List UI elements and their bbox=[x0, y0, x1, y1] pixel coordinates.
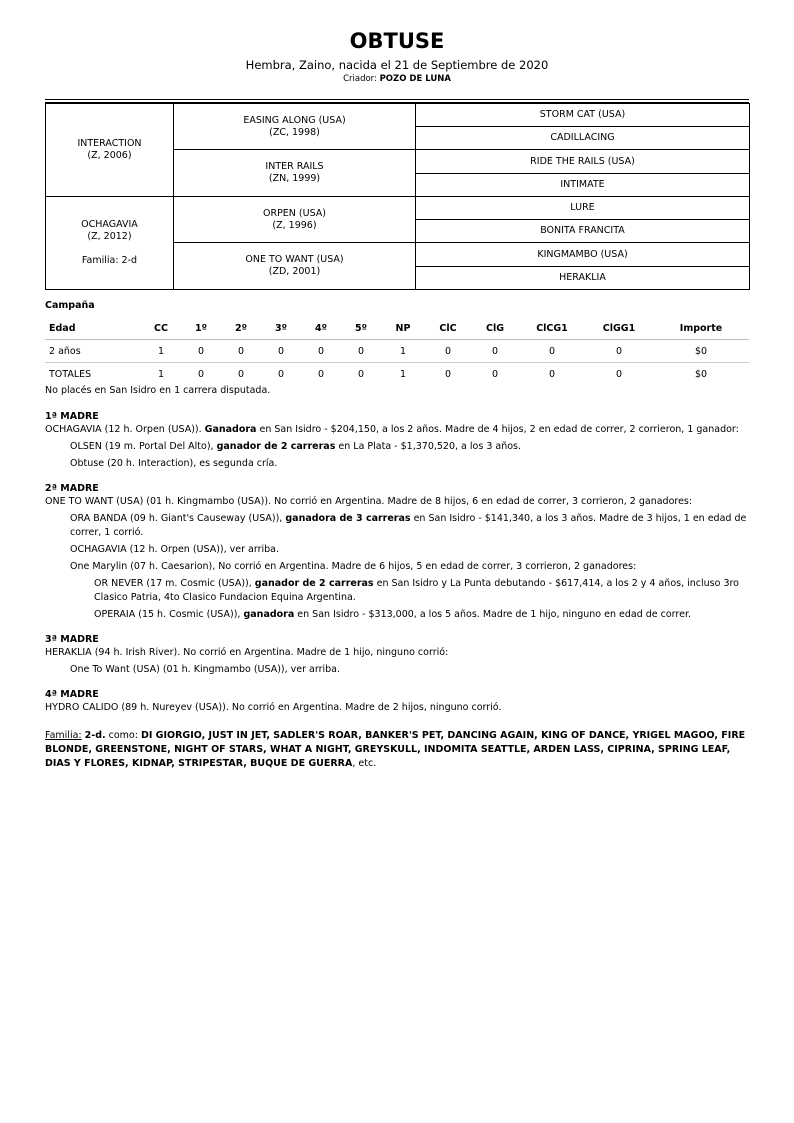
dam-family: Familia: 2-d bbox=[81, 255, 138, 266]
campaign-cell: 0 bbox=[519, 340, 585, 363]
sire-sire-info: (ZC, 1998) bbox=[269, 126, 320, 138]
dam2-child-1 bbox=[70, 512, 749, 540]
pedigree-ggp-5: LURE bbox=[416, 197, 750, 220]
dam1-text: en San Isidro - $204,150, a los 2 años. Madre de 4 hijos, 2 en edad de correr, 2 corrieron, 1 ganador: bbox=[256, 424, 739, 435]
sire-name: INTERACTION bbox=[77, 138, 142, 149]
campaign-cell: 0 bbox=[261, 340, 301, 363]
family-label: Familia: bbox=[45, 730, 82, 741]
dam-info: (Z, 2012) bbox=[87, 231, 132, 242]
campaign-note: No placés en San Isidro en 1 carrera disputada. bbox=[45, 385, 271, 396]
dam1-text: OCHAGAVIA (12 h. Orpen (USA)). bbox=[45, 424, 205, 435]
campaign-cell: 0 bbox=[548, 368, 556, 380]
campaign-cell: 1 bbox=[399, 368, 407, 380]
campaign-cell: 1 bbox=[157, 368, 165, 380]
campaign-cell: 0 bbox=[341, 340, 381, 363]
breeder-label: Criador: bbox=[343, 74, 377, 84]
pedigree-ggp-4: INTIMATE bbox=[416, 174, 750, 197]
grandchild-text: OR NEVER (17 m. Cosmic (USA)), bbox=[94, 578, 255, 589]
campaign-header: ClC bbox=[425, 317, 471, 340]
child-text: en La Plata - $1,370,520, a los 3 años. bbox=[335, 441, 522, 452]
dam2-grandchild-1 bbox=[94, 577, 749, 605]
horse-subtitle: Hembra, Zaino, nacida el 21 de Septiembre de 2020 bbox=[245, 58, 549, 72]
campaign-cell: 0 bbox=[237, 368, 245, 380]
grandchild-text: OPERAIA (15 h. Cosmic (USA)), bbox=[94, 609, 244, 620]
child-highlight: ganador de 2 carreras bbox=[216, 441, 336, 452]
campaign-cell: 0 bbox=[471, 340, 519, 363]
campaign-header: 4º bbox=[301, 317, 341, 340]
campaign-title: Campaña bbox=[45, 300, 95, 311]
campaign-header: Edad bbox=[45, 317, 141, 340]
campaign-cell: 0 bbox=[444, 368, 452, 380]
pedigree-dam-dam bbox=[174, 243, 416, 290]
dam3-title: 3ª MADRE bbox=[45, 634, 99, 645]
sire-dam-name: INTER RAILS bbox=[265, 161, 324, 172]
family-etc: , etc. bbox=[352, 758, 377, 769]
campaign-header: 1º bbox=[181, 317, 221, 340]
family-names: DI GIORGIO, JUST IN JET, SADLER'S ROAR, BANKER'S PET, DANCING AGAIN, KING OF DANCE, YRIGEL MAGOO, FIRE BLONDE, GREENSTONE, NIGHT OF STARS, WHAT A NIGHT, GREYSKULL, INDOMITA SEATTLE, ARDEN LASS, CIPRINA, SPRING LEAF, DIAS Y FLORES, KIDNAP, STRIPESTAR, BUQUE DE GUERRA bbox=[45, 730, 746, 769]
dam-dam-info: (ZD, 2001) bbox=[268, 266, 321, 277]
campaign-header: NP bbox=[381, 317, 425, 340]
pedigree-ggp-3: RIDE THE RAILS (USA) bbox=[416, 150, 750, 174]
dam1-child-1 bbox=[70, 440, 749, 454]
campaign-header: ClG bbox=[471, 317, 519, 340]
family-code: 2-d. bbox=[84, 730, 106, 741]
campaign-header: 3º bbox=[261, 317, 301, 340]
campaign-header: 5º bbox=[341, 317, 381, 340]
child-text: OLSEN (19 m. Portal Del Alto), bbox=[70, 441, 217, 452]
pedigree-ggp-1: STORM CAT (USA) bbox=[416, 104, 750, 127]
campaign-header: Importe bbox=[653, 317, 749, 340]
campaign-header: ClCG1 bbox=[519, 317, 585, 340]
campaign-cell: 0 bbox=[221, 340, 261, 363]
pedigree-dam bbox=[46, 197, 174, 290]
grandchild-highlight: ganador de 2 carreras bbox=[254, 578, 374, 589]
campaign-cell: 0 bbox=[197, 368, 205, 380]
grandchild-highlight: ganadora bbox=[243, 609, 295, 620]
campaign-cell: 0 bbox=[615, 368, 623, 380]
report-page bbox=[45, 0, 749, 771]
dam-name: OCHAGAVIA bbox=[81, 219, 138, 230]
campaign-cell: 1 bbox=[381, 340, 425, 363]
campaign-header: CC bbox=[141, 317, 181, 340]
dam3-child-1: One To Want (USA) (01 h. Kingmambo (USA)), ver arriba. bbox=[70, 664, 341, 675]
campaign-header: 2º bbox=[221, 317, 261, 340]
dam2-title: 2ª MADRE bbox=[45, 483, 99, 494]
dam2-main: ONE TO WANT (USA) (01 h. Kingmambo (USA)). No corrió en Argentina. Madre de 8 hijos, 6 en edad de correr, 3 corrieron, 2 ganadores: bbox=[45, 496, 693, 507]
dam4-main: HYDRO CALIDO (89 h. Nureyev (USA)). No corrió en Argentina. Madre de 2 hijos, ninguno corrió. bbox=[45, 702, 502, 713]
dam1-main bbox=[45, 423, 749, 437]
dam4-title: 4ª MADRE bbox=[45, 689, 99, 700]
campaign-header: ClGG1 bbox=[585, 317, 653, 340]
campaign-cell: 1 bbox=[141, 340, 181, 363]
pedigree-ggp-8: HERAKLIA bbox=[416, 267, 750, 290]
dam-sire-info: (Z, 1996) bbox=[272, 219, 317, 231]
campaign-cell: $0 bbox=[694, 368, 708, 380]
campaign-row bbox=[45, 340, 749, 363]
child-highlight: ganadora de 3 carreras bbox=[285, 513, 411, 524]
pedigree-ggp-2: CADILLACING bbox=[416, 127, 750, 150]
campaign-cell: 0 bbox=[317, 368, 325, 380]
dam-sire-name: ORPEN (USA) bbox=[262, 207, 326, 219]
sire-sire-name: EASING ALONG (USA) bbox=[243, 114, 346, 126]
pedigree-dam-sire bbox=[174, 197, 416, 243]
pedigree-ggp-7: KINGMAMBO (USA) bbox=[416, 243, 750, 267]
grandchild-text: en San Isidro - $313,000, a los 5 años. Madre de 1 hijo, ninguno en edad de correr. bbox=[294, 609, 692, 620]
pedigree-sire-dam bbox=[174, 150, 416, 197]
pedigree-sire-sire bbox=[174, 104, 416, 150]
campaign-cell: 0 bbox=[585, 340, 653, 363]
child-text: ORA BANDA (09 h. Giant's Causeway (USA)), bbox=[70, 513, 286, 524]
sire-dam-info: (ZN, 1999) bbox=[268, 173, 321, 184]
family-como: como: bbox=[105, 730, 141, 741]
sire-info: (Z, 2006) bbox=[87, 150, 132, 161]
pedigree-sire bbox=[46, 104, 174, 197]
dam2-grandchild-2 bbox=[94, 608, 749, 622]
grandchild-text: en San Isidro y La Punta debutando - $617,414, a los 2 y 4 años, incluso 3ro Clasico Patria, 4to Clasico Fundacion Equina Argentina. bbox=[94, 578, 739, 603]
campaign-cell: 2 años bbox=[45, 340, 141, 363]
campaign-header-row bbox=[45, 317, 749, 340]
dam1-highlight: Ganadora bbox=[204, 424, 257, 435]
campaign-table bbox=[45, 317, 749, 385]
dam1-title: 1ª MADRE bbox=[45, 411, 99, 422]
campaign-cell: 0 bbox=[181, 340, 221, 363]
pedigree-ggp-6: BONITA FRANCITA bbox=[416, 220, 750, 243]
breeder-line bbox=[45, 74, 749, 85]
campaign-totals-row bbox=[45, 363, 749, 386]
dam2-child-3: One Marylin (07 h. Caesarion), No corrió en Argentina. Madre de 6 hijos, 5 en edad de correr, 3 corrieron, 2 ganadores: bbox=[70, 561, 637, 572]
campaign-cell: TOTALES bbox=[49, 368, 92, 380]
dam-dam-name: ONE TO WANT (USA) bbox=[245, 254, 344, 265]
family-paragraph bbox=[45, 729, 749, 771]
breeder-name: POZO DE LUNA bbox=[379, 74, 451, 84]
campaign-cell: 0 bbox=[425, 340, 471, 363]
horse-name: OBTUSE bbox=[349, 29, 445, 53]
pedigree-table bbox=[45, 103, 750, 290]
campaign-cell: 0 bbox=[357, 368, 365, 380]
child-text: en San Isidro - $141,340, a los 3 años. Madre de 3 hijos, 1 en edad de correr, 1 corrió. bbox=[70, 513, 747, 538]
dam3-main: HERAKLIA (94 h. Irish River). No corrió en Argentina. Madre de 1 hijo, ninguno corrió: bbox=[45, 647, 449, 658]
dam2-child-2: OCHAGAVIA (12 h. Orpen (USA)), ver arriba. bbox=[70, 544, 280, 555]
campaign-cell: 0 bbox=[277, 368, 285, 380]
dam1-child-2: Obtuse (20 h. Interaction), es segunda cría. bbox=[70, 458, 278, 469]
campaign-cell: 0 bbox=[491, 368, 499, 380]
campaign-cell: $0 bbox=[653, 340, 749, 363]
campaign-cell: 0 bbox=[301, 340, 341, 363]
